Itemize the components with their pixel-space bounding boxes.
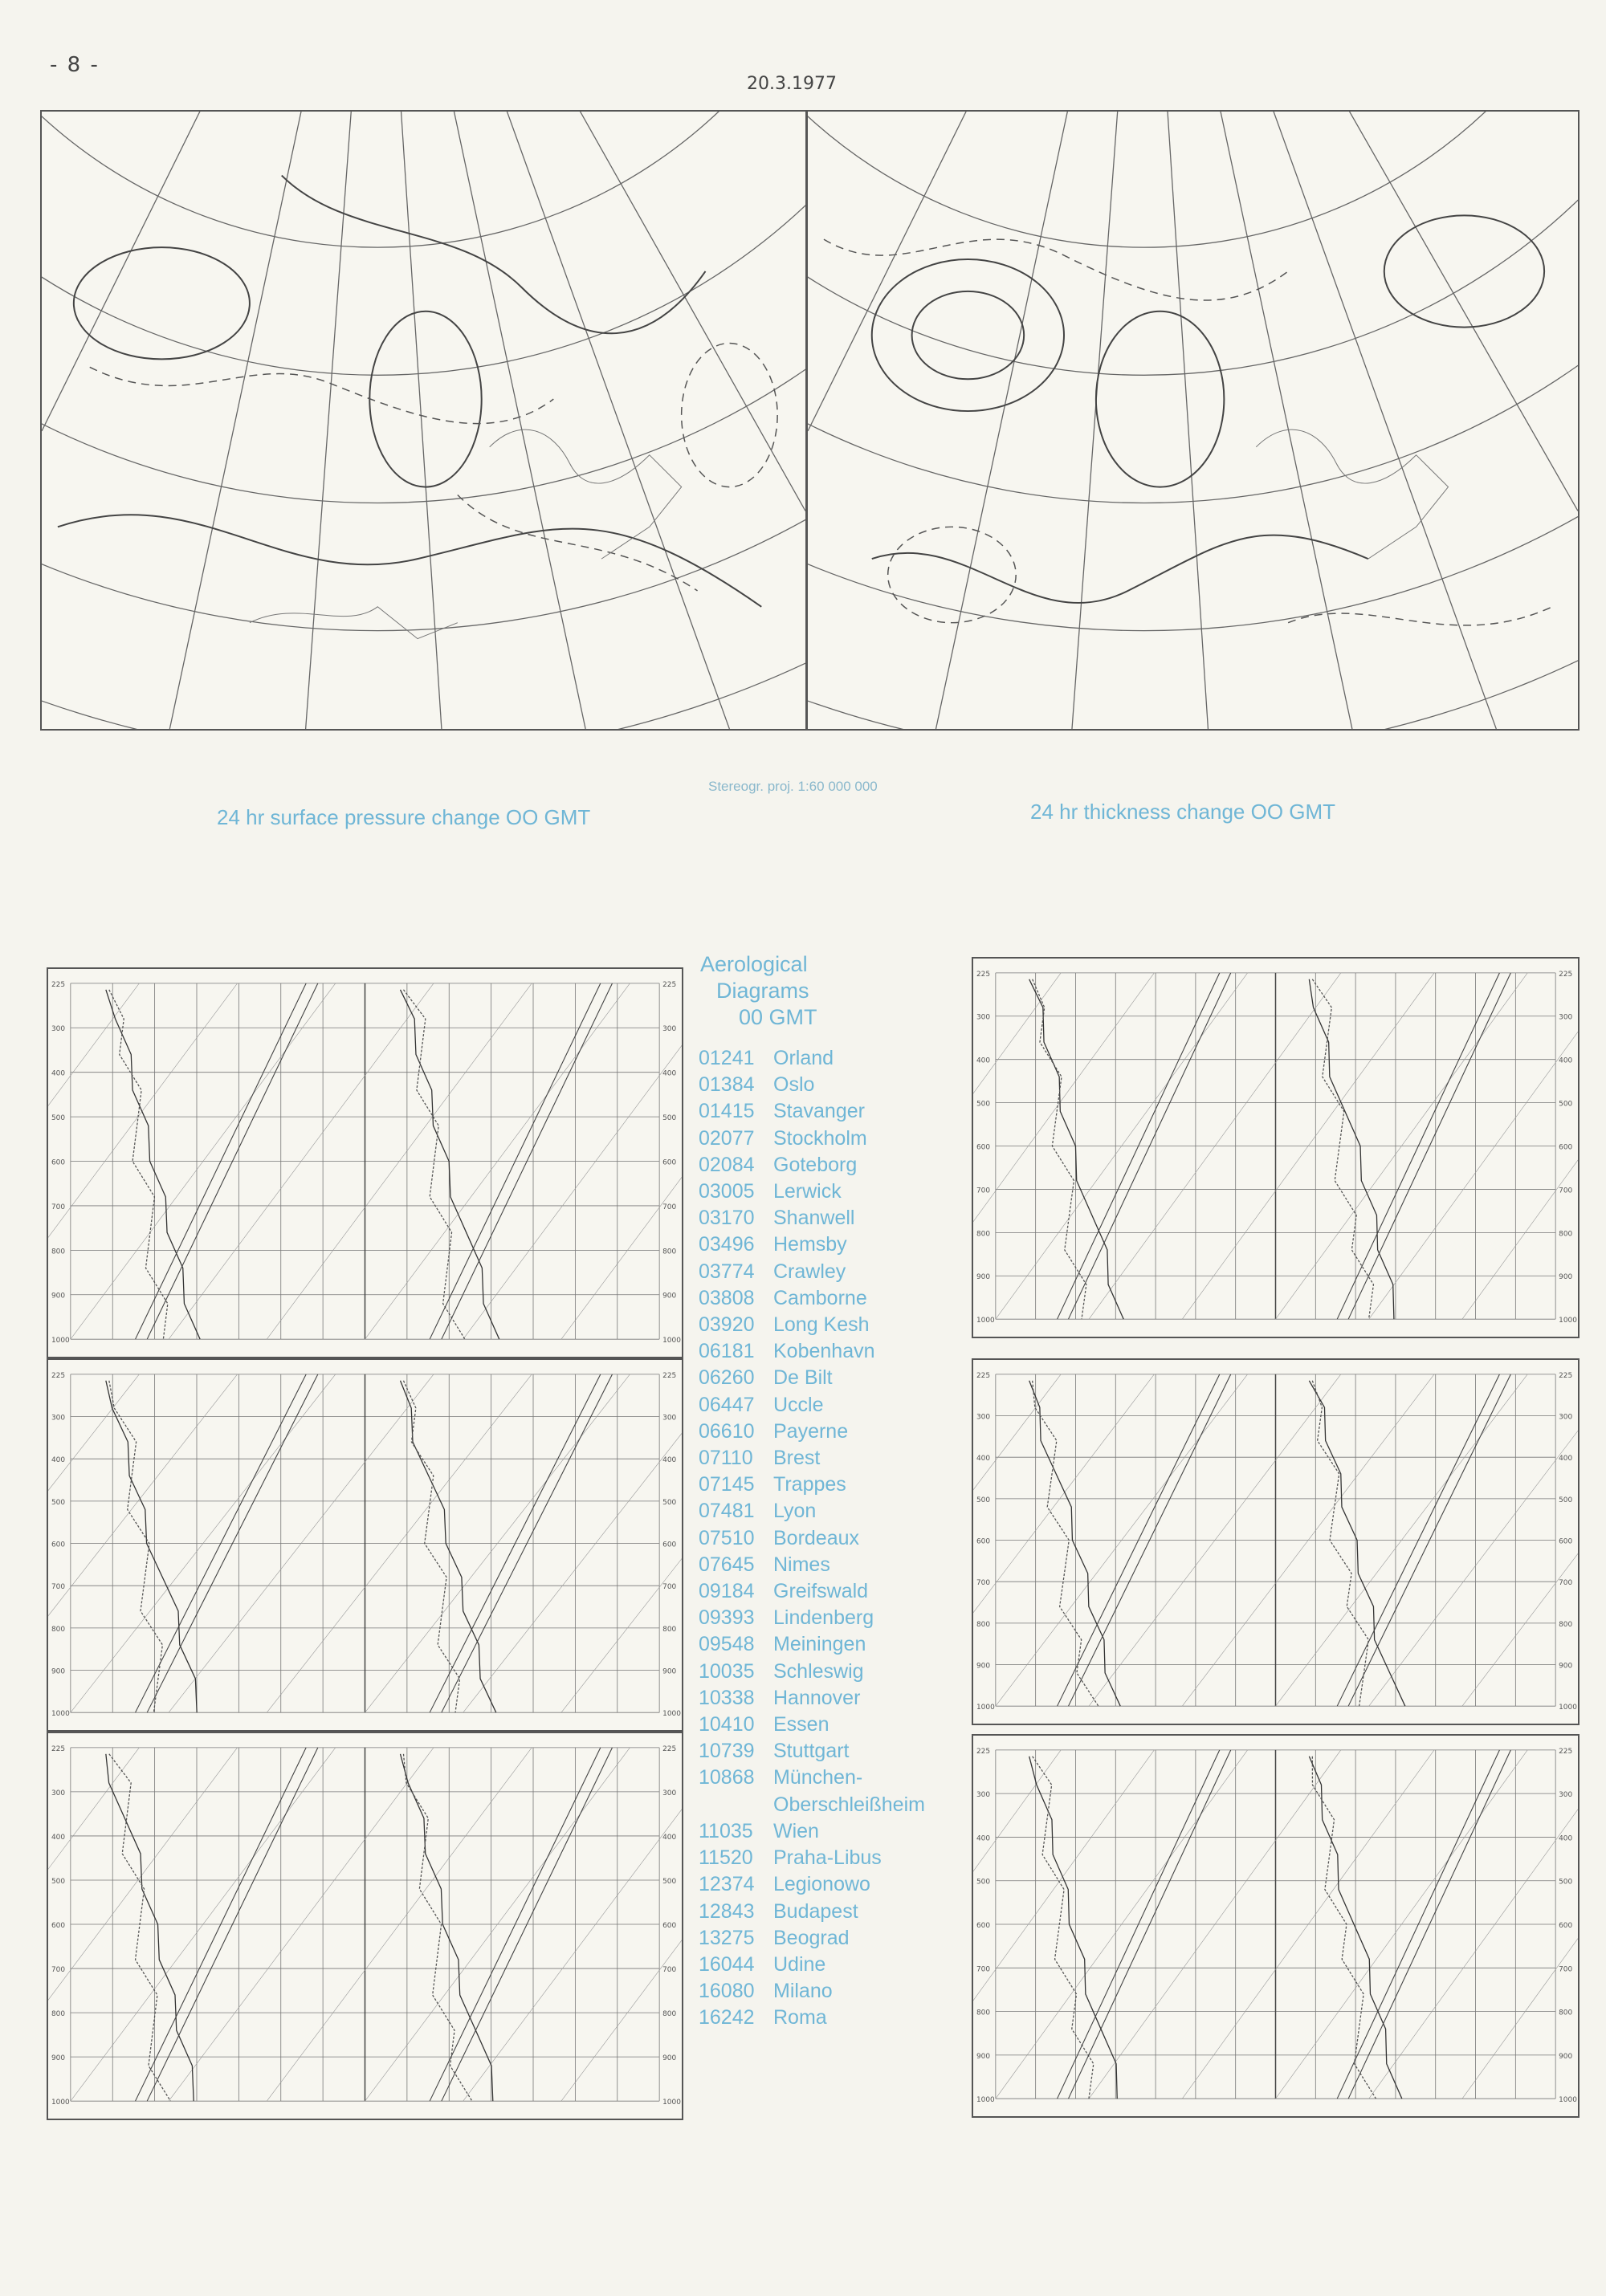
legend-title-line: Aerological <box>700 952 808 976</box>
pressure-tick-right: 500 <box>662 1114 677 1123</box>
station-name: Oslo <box>773 1073 815 1097</box>
pressure-tick-right: 400 <box>1559 1455 1573 1463</box>
pressure-tick-right: 1000 <box>662 1710 681 1719</box>
station-row <box>699 1205 964 1231</box>
station-row <box>699 1419 964 1445</box>
station-name: Udine <box>773 1952 826 1976</box>
pressure-tick-left: 800 <box>976 1230 991 1239</box>
pressure-tick-right: 500 <box>1559 1100 1573 1109</box>
pressure-tick-right: 600 <box>1559 1537 1573 1546</box>
pressure-tick-left: 900 <box>976 2052 991 2061</box>
station-code: 01241 <box>699 1047 755 1069</box>
station-row <box>699 1312 964 1338</box>
station-row <box>699 1259 964 1285</box>
pressure-tick-left: 225 <box>51 1371 66 1380</box>
station-name: Bordeaux <box>773 1526 860 1549</box>
pressure-tick-right: 300 <box>1559 1413 1573 1422</box>
station-code: 10739 <box>699 1740 755 1763</box>
pressure-tick-left: 700 <box>976 1187 991 1195</box>
station-row <box>699 1712 964 1738</box>
station-row <box>699 1899 964 1925</box>
station-row <box>699 1952 964 1978</box>
station-code: 07110 <box>699 1447 753 1470</box>
station-row <box>699 1925 964 1952</box>
station-code: 07645 <box>699 1553 755 1576</box>
station-code: 03496 <box>699 1233 755 1256</box>
station-name: Payerne <box>773 1419 849 1443</box>
station-code: 01415 <box>699 1100 755 1123</box>
pressure-tick-left: 600 <box>976 1537 991 1546</box>
map-drawing <box>42 112 805 729</box>
station-name: Kobenhavn <box>773 1340 875 1363</box>
station-list <box>699 1045 964 2032</box>
pressure-tick-right: 225 <box>1559 970 1573 979</box>
station-code: 16044 <box>699 1952 755 1976</box>
station-row <box>699 1605 964 1631</box>
pressure-tick-left: 300 <box>976 1791 991 1800</box>
station-row <box>699 1365 964 1391</box>
station-code: 16242 <box>699 2006 755 2029</box>
station-row <box>699 1845 964 1871</box>
pressure-tick-right: 400 <box>662 1833 677 1842</box>
station-name: Legionowo <box>773 1873 870 1896</box>
station-row <box>699 1338 964 1365</box>
station-code: 16080 <box>699 1980 755 2003</box>
pressure-tick-left: 400 <box>976 1834 991 1843</box>
pressure-tick-right: 225 <box>662 980 677 989</box>
pressure-tick-right: 400 <box>662 1069 677 1078</box>
station-code: 03774 <box>699 1260 755 1283</box>
pressure-tick-left: 700 <box>51 1203 66 1211</box>
pressure-tick-left: 225 <box>51 1744 66 1753</box>
station-row <box>699 1765 964 1818</box>
pressure-tick-left: 225 <box>51 980 66 989</box>
pressure-tick-left: 500 <box>976 1496 991 1504</box>
station-name: Crawley <box>773 1260 846 1283</box>
station-code: 12374 <box>699 1873 755 1896</box>
station-name: Lyon <box>773 1500 817 1523</box>
pressure-tick-right: 700 <box>1559 1187 1573 1195</box>
station-code: 02084 <box>699 1153 755 1176</box>
station-row <box>699 1152 964 1179</box>
aerological-diagram-6 <box>972 1734 1580 2118</box>
station-code: 13275 <box>699 1926 755 1949</box>
station-row <box>699 1578 964 1605</box>
pressure-tick-left: 800 <box>51 1248 66 1256</box>
pressure-tick-left: 900 <box>51 1292 66 1301</box>
station-row <box>699 2005 964 2031</box>
station-name: De Bilt <box>773 1366 833 1390</box>
station-code: 10338 <box>699 1686 755 1709</box>
pressure-tick-left: 600 <box>51 1158 66 1167</box>
pressure-tick-right: 600 <box>1559 1143 1573 1152</box>
station-name: Trappes <box>773 1473 846 1496</box>
pressure-tick-left: 300 <box>51 1414 66 1423</box>
pressure-tick-left: 800 <box>976 2009 991 2017</box>
station-code: 07145 <box>699 1473 755 1496</box>
station-code: 11520 <box>699 1846 753 1870</box>
pressure-tick-right: 300 <box>662 1414 677 1423</box>
pressure-tick-left: 700 <box>51 1583 66 1592</box>
station-row <box>699 1978 964 2005</box>
station-row <box>699 1098 964 1125</box>
pressure-tick-right: 225 <box>662 1744 677 1753</box>
pressure-tick-left: 500 <box>51 1877 66 1886</box>
aerological-diagram-5 <box>972 1358 1580 1725</box>
pressure-tick-right: 700 <box>662 1583 677 1592</box>
pressure-tick-left: 900 <box>976 1662 991 1671</box>
pressure-tick-right: 225 <box>1559 1371 1573 1380</box>
station-code: 09184 <box>699 1580 755 1603</box>
station-code: 06181 <box>699 1340 755 1363</box>
pressure-tick-right: 400 <box>1559 1834 1573 1843</box>
pressure-tick-right: 800 <box>662 1248 677 1256</box>
pressure-tick-right: 700 <box>662 1966 677 1975</box>
aerological-diagram-1 <box>47 967 683 1358</box>
station-code: 01384 <box>699 1073 755 1097</box>
pressure-tick-left: 1000 <box>976 1704 995 1712</box>
pressure-tick-left: 1000 <box>976 2096 995 2105</box>
station-name: Orland <box>773 1047 834 1069</box>
pressure-tick-right: 300 <box>1559 1013 1573 1022</box>
station-code: 10035 <box>699 1659 755 1683</box>
pressure-tick-right: 800 <box>1559 1620 1573 1629</box>
aerological-diagram-4 <box>972 957 1580 1338</box>
station-code: 06610 <box>699 1419 755 1443</box>
pressure-tick-right: 900 <box>662 2054 677 2063</box>
pressure-tick-right: 600 <box>662 1541 677 1549</box>
pressure-tick-right: 600 <box>1559 1921 1573 1930</box>
station-name: Stuttgart <box>773 1740 850 1763</box>
pressure-tick-right: 700 <box>662 1203 677 1211</box>
surface-pressure-change-map <box>40 110 807 731</box>
pressure-tick-right: 300 <box>662 1789 677 1797</box>
pressure-tick-right: 400 <box>1559 1056 1573 1065</box>
pressure-tick-right: 300 <box>662 1025 677 1034</box>
station-name: Budapest <box>773 1899 858 1923</box>
pressure-tick-left: 500 <box>51 1498 66 1507</box>
pressure-tick-right: 900 <box>1559 2052 1573 2061</box>
pressure-tick-left: 700 <box>976 1579 991 1588</box>
pressure-tick-left: 400 <box>976 1056 991 1065</box>
pressure-tick-left: 500 <box>51 1114 66 1123</box>
pressure-tick-right: 500 <box>662 1877 677 1886</box>
station-name: Uccle <box>773 1393 824 1416</box>
pressure-tick-left: 1000 <box>51 1337 70 1345</box>
pressure-tick-left: 400 <box>51 1456 66 1465</box>
pressure-tick-right: 500 <box>1559 1496 1573 1504</box>
station-code: 09548 <box>699 1633 755 1656</box>
pressure-tick-left: 500 <box>976 1100 991 1109</box>
pressure-tick-left: 700 <box>976 1965 991 1974</box>
station-row <box>699 1552 964 1578</box>
pressure-tick-right: 225 <box>662 1371 677 1380</box>
pressure-tick-left: 300 <box>976 1013 991 1022</box>
page-date: 20.3.1977 <box>747 74 837 94</box>
pressure-tick-left: 225 <box>976 1747 991 1756</box>
station-name: Lerwick <box>773 1180 842 1203</box>
station-code: 09393 <box>699 1606 755 1630</box>
legend-title-line: Diagrams <box>716 979 809 1003</box>
pressure-tick-left: 400 <box>51 1833 66 1842</box>
station-name: Nimes <box>773 1553 830 1576</box>
station-row <box>699 1231 964 1258</box>
station-code: 07481 <box>699 1500 755 1523</box>
legend-title <box>699 951 964 1031</box>
station-row <box>699 1498 964 1525</box>
station-row <box>699 1045 964 1072</box>
station-name: Stavanger <box>773 1100 865 1123</box>
station-name: Praha-Libus <box>773 1846 882 1870</box>
station-name: Roma <box>773 2006 827 2029</box>
pressure-tick-right: 800 <box>1559 2009 1573 2017</box>
aerological-diagram-drawing <box>973 1736 1578 2116</box>
pressure-tick-left: 600 <box>51 1541 66 1549</box>
thickness-caption: 24 hr thickness change OO GMT <box>1030 800 1336 824</box>
pressure-tick-right: 900 <box>662 1667 677 1676</box>
aerological-diagram-drawing <box>973 959 1578 1337</box>
station-row <box>699 1072 964 1098</box>
station-name: Lindenberg <box>773 1606 874 1630</box>
pressure-tick-right: 500 <box>662 1498 677 1507</box>
pressure-tick-left: 225 <box>976 970 991 979</box>
station-code: 06260 <box>699 1366 755 1390</box>
station-name: Essen <box>773 1713 829 1736</box>
pressure-tick-right: 900 <box>1559 1273 1573 1282</box>
aerological-diagram-drawing <box>48 1360 682 1730</box>
pressure-tick-left: 225 <box>976 1371 991 1380</box>
station-name: Milano <box>773 1980 833 2003</box>
thickness-change-map <box>807 110 1580 731</box>
projection-note: Stereogr. proj. 1:60 000 000 <box>708 779 878 794</box>
pressure-tick-right: 1000 <box>1559 2096 1577 2105</box>
pressure-tick-left: 300 <box>976 1413 991 1422</box>
pressure-tick-right: 1000 <box>1559 1317 1577 1325</box>
station-name: Hemsby <box>773 1233 847 1256</box>
station-name: Hannover <box>773 1686 861 1709</box>
station-row <box>699 1179 964 1205</box>
station-row <box>699 1472 964 1498</box>
station-name: Meiningen <box>773 1633 866 1656</box>
station-row <box>699 1738 964 1765</box>
aerological-legend <box>699 951 964 2032</box>
pressure-tick-right: 400 <box>662 1456 677 1465</box>
pressure-tick-left: 1000 <box>51 2099 70 2107</box>
pressure-tick-left: 1000 <box>976 1317 995 1325</box>
station-name: Beograd <box>773 1926 850 1949</box>
pressure-tick-right: 1000 <box>662 2099 681 2107</box>
station-name: Shanwell <box>773 1207 855 1230</box>
pressure-tick-left: 800 <box>976 1620 991 1629</box>
pressure-tick-left: 400 <box>976 1455 991 1463</box>
page-number: - 8 - <box>50 53 100 77</box>
pressure-tick-right: 700 <box>1559 1965 1573 1974</box>
station-name: Goteborg <box>773 1153 858 1176</box>
pressure-tick-left: 1000 <box>51 1710 70 1719</box>
pressure-tick-left: 700 <box>51 1966 66 1975</box>
station-row <box>699 1445 964 1472</box>
pressure-tick-left: 300 <box>51 1025 66 1034</box>
station-name: Greifswald <box>773 1580 869 1603</box>
station-name: Stockholm <box>773 1126 867 1150</box>
station-name: Camborne <box>773 1286 867 1309</box>
pressure-tick-left: 900 <box>976 1273 991 1282</box>
pressure-tick-left: 500 <box>976 1878 991 1887</box>
station-name: Schleswig <box>773 1659 864 1683</box>
pressure-tick-right: 600 <box>662 1158 677 1167</box>
pressure-tick-left: 300 <box>51 1789 66 1797</box>
station-row <box>699 1871 964 1898</box>
station-code: 03170 <box>699 1207 755 1230</box>
aerological-diagram-drawing <box>48 969 682 1357</box>
station-code: 10868 <box>699 1766 755 1789</box>
station-name: München- Oberschleißheim <box>773 1766 925 1816</box>
pressure-tick-left: 600 <box>976 1143 991 1152</box>
station-name: Wien <box>773 1819 819 1842</box>
pressure-tick-right: 1000 <box>662 1337 681 1345</box>
station-row <box>699 1525 964 1552</box>
station-code: 03920 <box>699 1313 755 1337</box>
station-name: Long Kesh <box>773 1313 870 1337</box>
station-row <box>699 1631 964 1658</box>
pressure-tick-left: 400 <box>51 1069 66 1078</box>
pressure-tick-right: 900 <box>662 1292 677 1301</box>
pressure-tick-right: 500 <box>1559 1878 1573 1887</box>
pressure-tick-right: 1000 <box>1559 1704 1577 1712</box>
aerological-diagram-drawing <box>973 1360 1578 1724</box>
pressure-tick-right: 300 <box>1559 1791 1573 1800</box>
pressure-tick-left: 600 <box>976 1921 991 1930</box>
pressure-tick-left: 800 <box>51 1625 66 1634</box>
legend-title-line: 00 GMT <box>739 1005 817 1029</box>
station-code: 03005 <box>699 1180 755 1203</box>
pressure-tick-right: 600 <box>662 1921 677 1930</box>
pressure-tick-right: 800 <box>662 1625 677 1634</box>
aerological-diagram-drawing <box>48 1733 682 2119</box>
station-code: 11035 <box>699 1819 753 1842</box>
station-code: 06447 <box>699 1393 755 1416</box>
pressure-tick-left: 600 <box>51 1921 66 1930</box>
station-row <box>699 1685 964 1712</box>
pressure-tick-right: 225 <box>1559 1747 1573 1756</box>
station-name: Brest <box>773 1447 821 1470</box>
station-row <box>699 1659 964 1685</box>
station-code: 10410 <box>699 1713 755 1736</box>
aerological-diagram-3 <box>47 1732 683 2120</box>
station-row <box>699 1285 964 1312</box>
map-drawing <box>808 112 1578 729</box>
surface-pressure-caption: 24 hr surface pressure change OO GMT <box>217 805 591 829</box>
station-code: 07510 <box>699 1526 755 1549</box>
pressure-tick-left: 900 <box>51 2054 66 2063</box>
pressure-tick-left: 900 <box>51 1667 66 1676</box>
station-code: 12843 <box>699 1899 755 1923</box>
station-row <box>699 1126 964 1152</box>
station-row <box>699 1818 964 1845</box>
pressure-tick-right: 700 <box>1559 1579 1573 1588</box>
pressure-tick-right: 800 <box>1559 1230 1573 1239</box>
pressure-tick-right: 900 <box>1559 1662 1573 1671</box>
pressure-tick-left: 800 <box>51 2010 66 2019</box>
station-row <box>699 1392 964 1419</box>
station-code: 03808 <box>699 1286 755 1309</box>
aerological-diagram-2 <box>47 1358 683 1732</box>
station-code: 02077 <box>699 1126 755 1150</box>
pressure-tick-right: 800 <box>662 2010 677 2019</box>
